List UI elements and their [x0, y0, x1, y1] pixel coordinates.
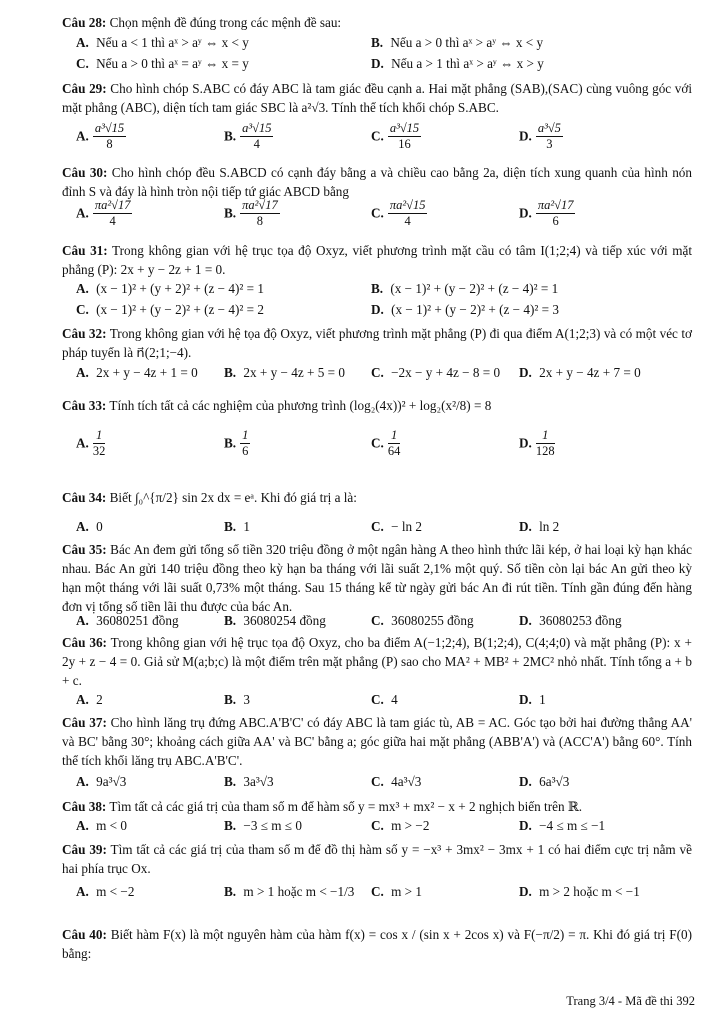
q33-option-c-label: C.: [371, 435, 384, 451]
q33-option-d: [519, 428, 555, 468]
q28-option-b: B. Nếu a > 0 thì aˣ > aʸ ⇔ x < y: [371, 35, 544, 50]
q30-option-c-label: C.: [371, 205, 384, 221]
question-35-stem: Câu 35: Bác An đem gửi tổng số tiền 320 triệu đồng ở một ngân hàng A theo hình thức lãi kép, ở hai loại kỳ hạn khác nhau. Bác An gửi 140 triệu đồng theo kỳ hạn ba tháng với lãi suất 2,1% một quý. Số tiền còn lại bác An gửi theo kỳ hạn một tháng với lãi suất 0,73% một tháng. Sau 15 tháng kể từ ngày gửi bác An đi rút tiền. Tính gần đúng đến hàng đơn vị tổng số tiền lãi thu được của bác An.: [62, 542, 692, 614]
q30-a-denominator: 4: [109, 214, 116, 228]
option-letter: D.: [519, 818, 532, 833]
option-letter: D.: [519, 774, 532, 789]
q30-b-denominator: 8: [256, 214, 264, 228]
q38-option-b: B. −3 ≤ m ≤ 0: [224, 818, 302, 833]
question-32-stem: Câu 32: Trong không gian với hệ tọa độ Oxyz, viết phương trình mặt phẳng (P) đi qua điểm A(1;2;3) và có một véc tơ pháp tuyến là n⃗(2;1;−4).: [62, 326, 693, 360]
option-letter: B.: [371, 35, 384, 50]
q35-option-b: B. 36080254 đồng: [224, 613, 326, 628]
q33-c-denominator: 64: [387, 444, 401, 458]
question-28-stem: Câu 28: Chọn mệnh đề đúng trong các mệnh đề sau:: [62, 15, 342, 30]
q33-option-b: [224, 428, 250, 468]
q29-option-a-label: A.: [76, 128, 89, 144]
question-number: Câu 32:: [62, 326, 107, 341]
option-letter: D.: [519, 365, 532, 380]
q30-a-numerator: πa²√17: [94, 198, 131, 212]
q31-option-a: A. (x − 1)² + (y + 2)² + (z − 4)² = 1: [76, 281, 264, 296]
q29-d-numerator: a³√5: [537, 121, 561, 135]
q34-option-c: C. − ln 2: [371, 519, 423, 534]
q36-option-c: C. 4: [371, 692, 398, 707]
q29-option-d-label: D.: [519, 128, 532, 144]
q39-option-a: A. m < −2: [76, 884, 135, 899]
q30-option-b-label: B.: [224, 205, 237, 221]
question-number: Câu 39:: [62, 842, 107, 857]
option-letter: B.: [224, 774, 237, 789]
question-31-options-row1: [76, 281, 696, 301]
q32-option-a: A. 2x + y − 4z + 1 = 0: [76, 365, 198, 380]
option-letter: A.: [76, 884, 89, 899]
q30-b-numerator: πa²√17: [242, 198, 278, 212]
q35-option-a: A. 36080251 đồng: [76, 613, 179, 628]
option-letter: A.: [76, 365, 89, 380]
q30-option-d-label: D.: [519, 205, 532, 221]
q30-d-numerator: πa²√17: [537, 198, 574, 212]
question-29-stem: Câu 29: Cho hình chóp S.ABC có đáy ABC là tam giác đều cạnh a. Hai mặt phẳng (SAB),(SAC) cùng vuông góc với mặt phẳng (ABC), diện tích tam giác SBC là a²√3. Tính thể tích khối chóp S.ABC.: [62, 81, 693, 115]
question-38-options: [76, 818, 696, 838]
q33-a-numerator: 1: [93, 428, 106, 444]
question-29-options: [76, 121, 696, 161]
q33-option-c: [371, 428, 400, 468]
q37-option-d: D. 6a³√3: [519, 774, 570, 789]
q33-a-denominator: 32: [92, 444, 106, 458]
q37-option-b: B. 3a³√3: [224, 774, 274, 789]
question-37-stem: Câu 37: Cho hình lăng trụ đứng ABC.A'B'C' có đáy ABC là tam giác tù, AB = AC. Góc tạo bởi hai đường thẳng AA' và BC' bằng 30°; khoảng cách giữa AA' và BC' bằng a; góc giữa hai mặt phẳng (ABB'A') và (ACC'A') bằng 60°. Tính thể tích khối lăng trụ ABC.A'B'C'.: [62, 715, 693, 768]
option-letter: C.: [371, 884, 384, 899]
question-30-stem: Câu 30: Cho hình chóp đều S.ABCD có cạnh đáy bằng a và chiều cao bằng 2a, diện tích xung quanh của hình nón đỉnh S và đáy là hình tròn nội tiếp tứ giác ABCD bằng: [62, 165, 692, 199]
option-letter: B.: [224, 519, 237, 534]
q31-option-c: C. (x − 1)² + (y − 2)² + (z − 4)² = 2: [76, 302, 264, 317]
question-34-options: [76, 519, 696, 539]
q29-d-denominator: 3: [546, 137, 553, 151]
q38-option-d: D. −4 ≤ m ≤ −1: [519, 818, 606, 833]
option-letter: B.: [224, 818, 237, 833]
option-letter: C.: [371, 692, 384, 707]
q34-option-b: B. 1: [224, 519, 250, 534]
q28-option-c: C. Nếu a > 0 thì aˣ = aʸ ⇔ x = y: [76, 56, 249, 71]
option-letter: B.: [224, 884, 237, 899]
option-letter: D.: [519, 613, 532, 628]
question-31-options-row2: [76, 302, 696, 322]
question-number: Câu 29:: [62, 81, 107, 96]
option-letter: B.: [224, 613, 237, 628]
q32-option-c: C. −2x − y + 4z − 8 = 0: [371, 365, 501, 380]
option-letter: D.: [519, 884, 532, 899]
option-letter: A.: [76, 774, 89, 789]
q29-b-denominator: 4: [253, 137, 260, 151]
q36-option-d: D. 1: [519, 692, 546, 707]
q37-option-a: A. 9a³√3: [76, 774, 127, 789]
option-letter: C.: [371, 519, 384, 534]
q30-c-numerator: πa²√15: [389, 198, 426, 212]
option-letter: D.: [371, 56, 384, 71]
q30-option-c: [371, 198, 427, 238]
q33-d-denominator: 128: [535, 444, 555, 458]
question-36-options: [76, 692, 696, 712]
q33-b-denominator: 6: [242, 444, 249, 458]
q30-c-denominator: 4: [404, 214, 411, 228]
option-letter: B.: [371, 281, 384, 296]
q33-option-d-label: D.: [519, 435, 532, 451]
option-letter: A.: [76, 613, 89, 628]
question-number: Câu 30:: [62, 165, 108, 180]
option-letter: D.: [519, 692, 532, 707]
option-letter: B.: [224, 365, 237, 380]
q30-option-d: [519, 198, 575, 238]
question-31-stem: Câu 31: Trong không gian với hệ trục tọa độ Oxyz, viết phương trình mặt cầu có tâm I(1;2;4) và tiếp xúc với mặt phẳng (P): 2x + y − 2z + 1 = 0.: [62, 243, 693, 277]
q28-option-a: A. Nếu a < 1 thì aˣ > aʸ ⇔ x < y: [76, 35, 249, 50]
option-letter: C.: [371, 818, 384, 833]
option-letter: A.: [76, 692, 89, 707]
q33-option-b-label: B.: [224, 435, 237, 451]
q30-d-denominator: 6: [552, 214, 559, 228]
q29-option-a: [76, 121, 126, 161]
q36-option-b: B. 3: [224, 692, 250, 707]
question-33-options: [76, 428, 696, 468]
page-footer: Trang 3/4 - Mã đề thi 392: [566, 994, 695, 1008]
option-letter: B.: [224, 692, 237, 707]
question-39-stem: Câu 39: Tìm tất cả các giá trị của tham số m để đồ thị hàm số y = −x³ + 3mx² − 3mx + 1 có hai điểm cực trị nằm về hai phía trục Ox.: [62, 842, 692, 876]
question-number: Câu 35:: [62, 542, 107, 557]
option-letter: C.: [371, 613, 384, 628]
q37-option-c: C. 4a³√3: [371, 774, 422, 789]
q30-option-a-label: A.: [76, 205, 89, 221]
option-letter: C.: [371, 774, 384, 789]
q30-option-b: [224, 198, 280, 238]
option-letter: A.: [76, 818, 89, 833]
q33-b-numerator: 1: [242, 428, 249, 442]
question-number: Câu 31:: [62, 243, 108, 258]
question-33-stem: Câu 33: Tính tích tất cả các nghiệm của phương trình (log₂(4x))² + log₂(x²/8) = 8: [62, 398, 492, 413]
option-letter: C.: [76, 56, 89, 71]
q34-option-a: A. 0: [76, 519, 103, 534]
q33-d-numerator: 1: [536, 428, 555, 444]
q33-option-a-label: A.: [76, 435, 89, 451]
q39-option-c: C. m > 1: [371, 884, 423, 899]
question-30-options: [76, 198, 696, 238]
q38-option-c: C. m > −2: [371, 818, 430, 833]
q38-option-a: A. m < 0: [76, 818, 128, 833]
question-32-options: [76, 365, 696, 385]
option-letter: D.: [519, 519, 532, 534]
q29-option-d: [519, 121, 563, 161]
q32-option-b: B. 2x + y − 4z + 5 = 0: [224, 365, 345, 380]
q29-c-denominator: 16: [398, 137, 411, 151]
q30-option-a: [76, 198, 132, 238]
q29-option-c-label: C.: [371, 128, 384, 144]
question-37-options: [76, 774, 696, 794]
q28-option-d: D. Nếu a > 1 thì aˣ > aʸ ⇔ x > y: [371, 56, 544, 71]
q35-option-c: C. 36080255 đồng: [371, 613, 474, 628]
question-number: Câu 34:: [62, 490, 107, 505]
q29-c-numerator: a³√15: [389, 121, 420, 135]
question-34-stem: Câu 34: Biết ∫₀^{π/2} sin 2x dx = eᵃ. Khi đó giá trị a là:: [62, 490, 357, 505]
q31-option-b: B. (x − 1)² + (y − 2)² + (z − 4)² = 1: [371, 281, 559, 296]
q33-c-numerator: 1: [388, 428, 401, 444]
question-number: Câu 36:: [62, 635, 107, 650]
q29-option-b-label: B.: [224, 128, 237, 144]
q39-option-b: B. m > 1 hoặc m < −1/3: [224, 884, 355, 899]
q36-option-a: A. 2: [76, 692, 103, 707]
q29-a-numerator: a³√15: [94, 121, 125, 135]
question-number: Câu 28:: [62, 15, 107, 30]
question-28-options-row2: [76, 56, 696, 76]
question-number: Câu 40:: [62, 927, 107, 942]
option-letter: A.: [76, 519, 89, 534]
q32-option-d: D. 2x + y − 4z + 7 = 0: [519, 365, 641, 380]
q35-option-d: D. 36080253 đồng: [519, 613, 622, 628]
q31-option-d: D. (x − 1)² + (y − 2)² + (z − 4)² = 3: [371, 302, 559, 317]
q29-option-c: [371, 121, 421, 161]
option-letter: C.: [76, 302, 89, 317]
option-letter: C.: [371, 365, 384, 380]
question-28-options-row1: [76, 35, 696, 55]
question-number: Câu 38:: [62, 799, 107, 814]
question-36-stem: Câu 36: Trong không gian với hệ trục tọa độ Oxyz, cho ba điểm A(−1;2;4), B(1;2;4), C(4;4;0) và mặt phẳng (P): x + 2y + z − 4 = 0. Giả sử M(a;b;c) là một điểm trên mặt phẳng (P) sao cho MA² + MB² + 2MC² nhỏ nhất. Tính tổng a + b + c.: [62, 635, 692, 688]
q29-option-b: [224, 121, 273, 161]
q33-option-a: [76, 428, 105, 468]
question-39-options: [76, 884, 696, 904]
question-number: Câu 33:: [62, 398, 107, 413]
q39-option-d: D. m > 2 hoặc m < −1: [519, 884, 640, 899]
question-40-stem: Câu 40: Biết hàm F(x) là một nguyên hàm của hàm f(x) = cos x / (sin x + 2cos x) và F(−π/2) = π. Khi đó giá trị F(0) bằng:: [62, 927, 693, 961]
option-letter: A.: [76, 281, 89, 296]
q34-option-d: D. ln 2: [519, 519, 560, 534]
question-38-stem: Câu 38: Tìm tất cả các giá trị của tham số m để hàm số y = mx³ + mx² − x + 2 nghịch biến trên ℝ.: [62, 799, 583, 814]
q29-a-denominator: 8: [106, 137, 113, 151]
question-35-options: [76, 613, 696, 633]
q29-b-numerator: a³√15: [242, 121, 272, 135]
option-letter: D.: [371, 302, 384, 317]
option-letter: A.: [76, 35, 89, 50]
question-number: Câu 37:: [62, 715, 107, 730]
